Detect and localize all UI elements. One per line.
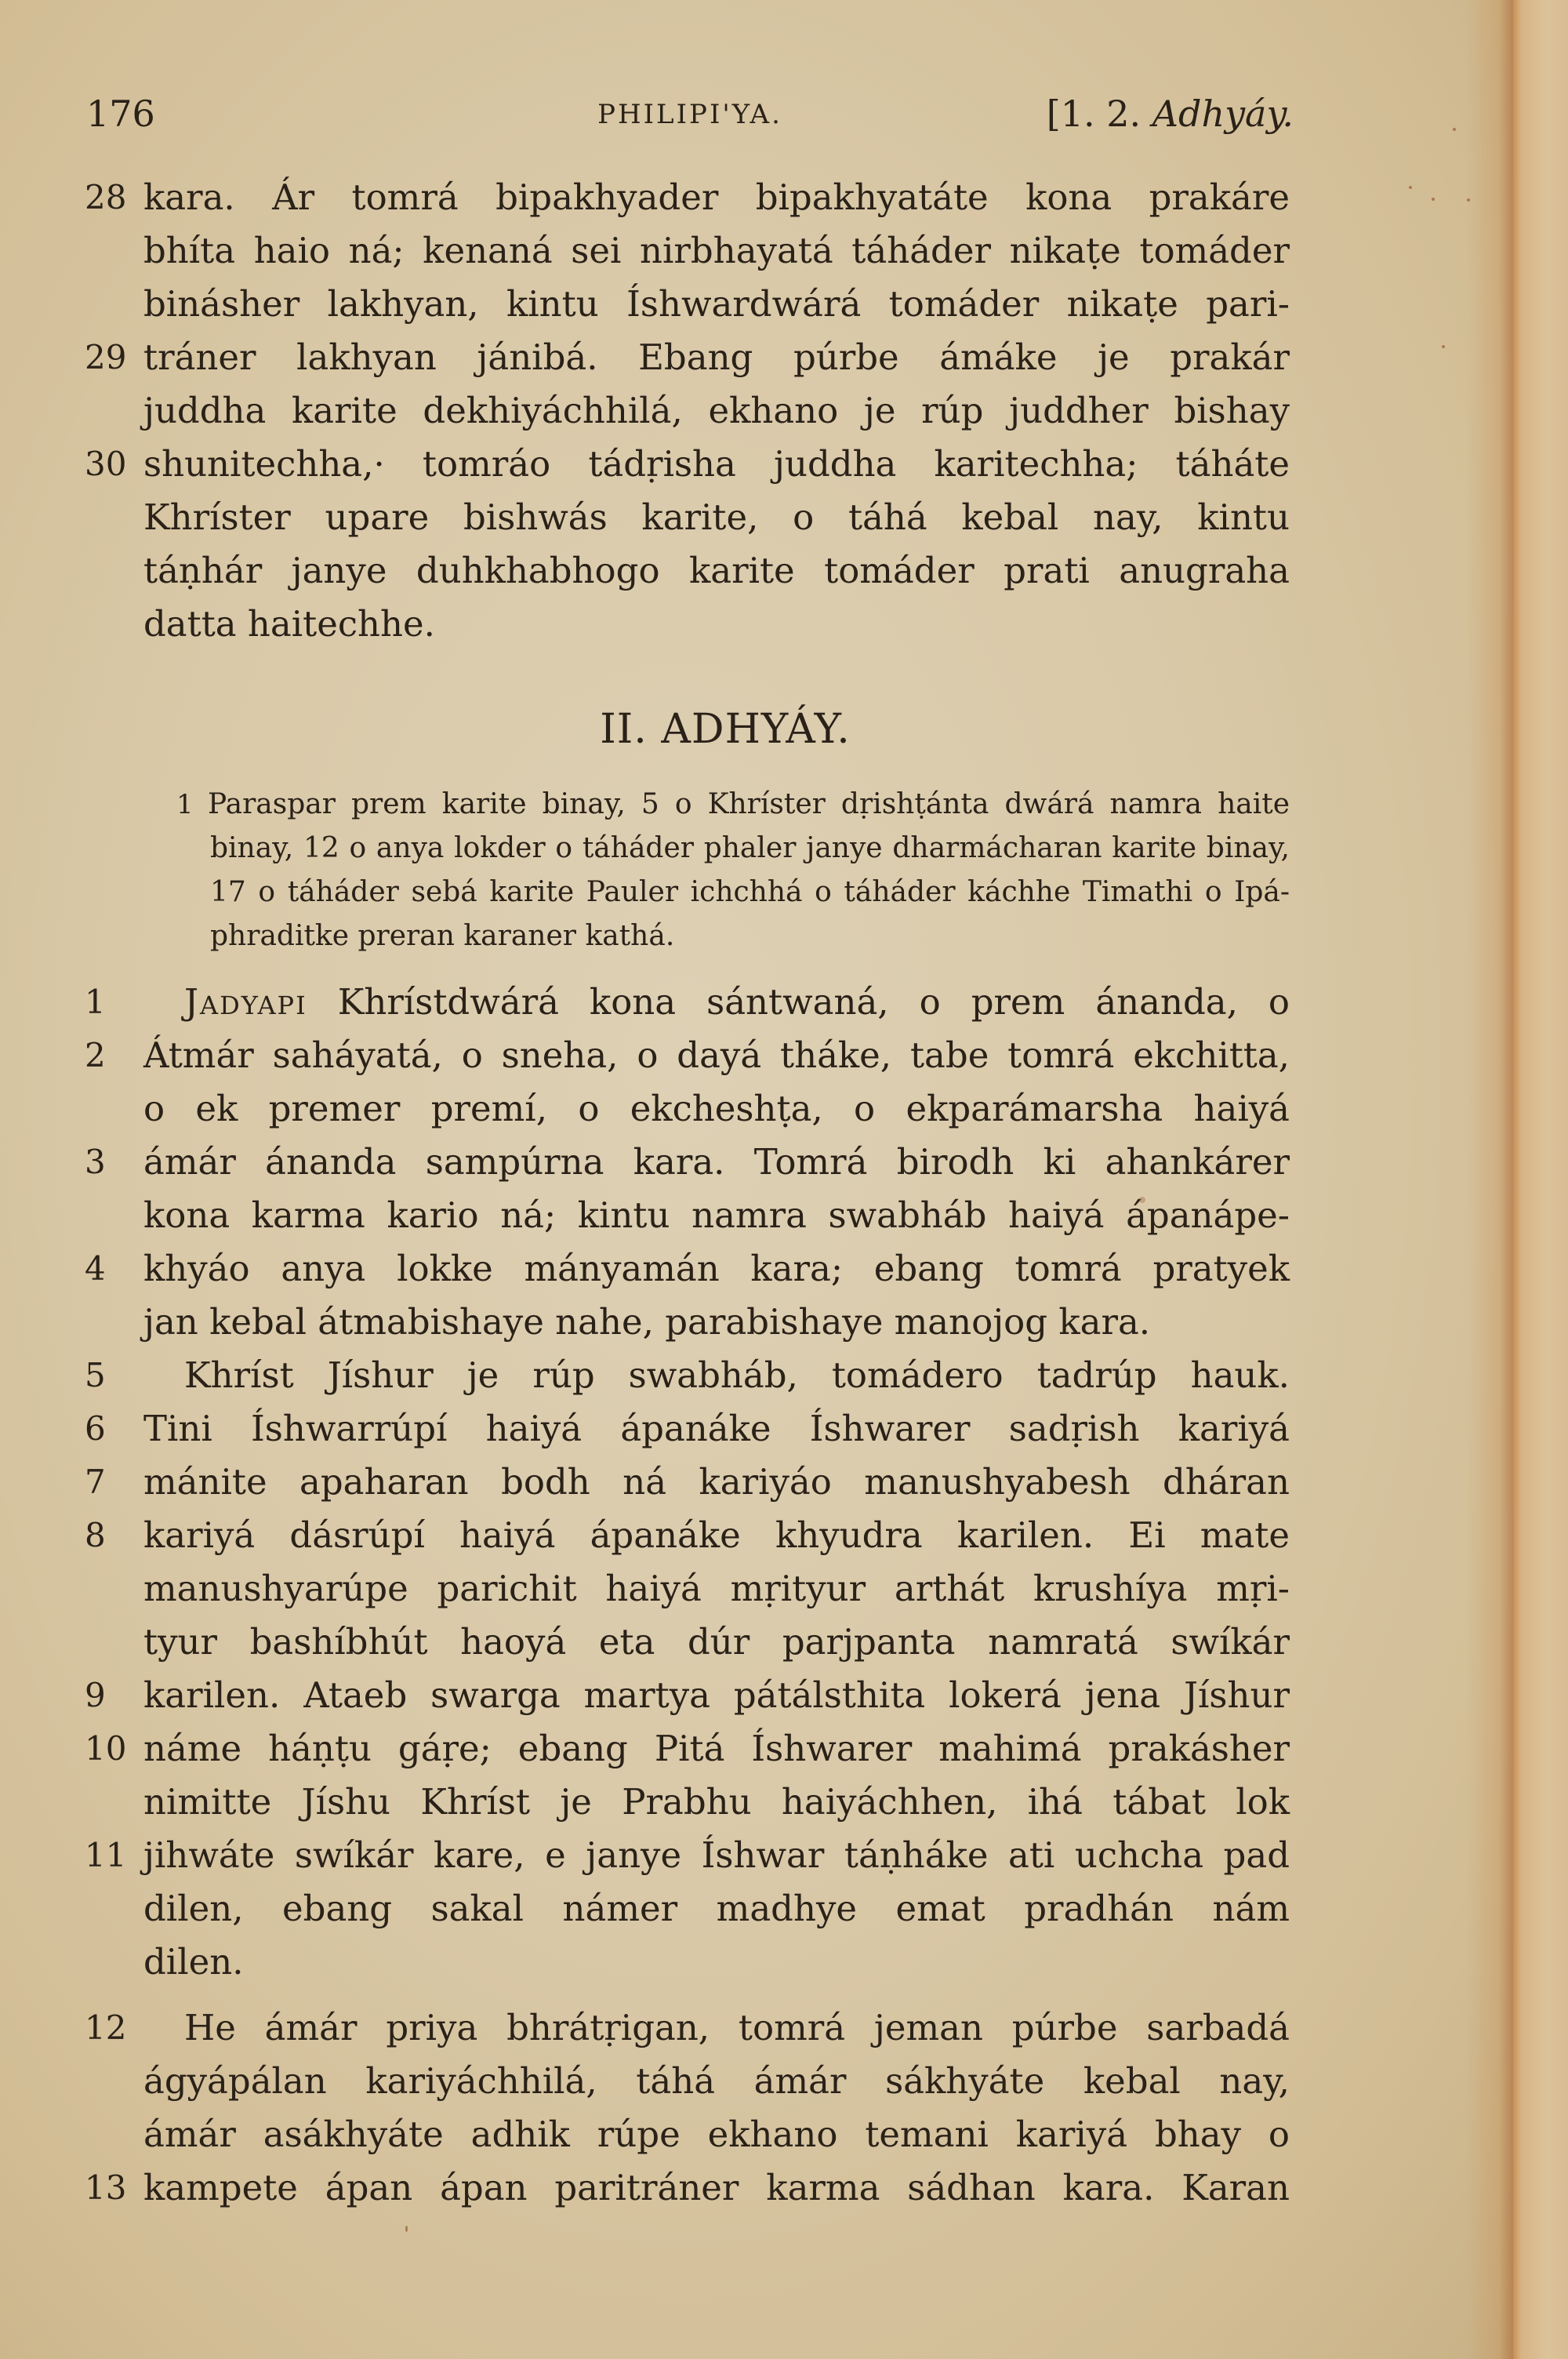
verse-number: 29 [85, 338, 127, 376]
page-number: 176 [86, 93, 155, 135]
running-head [86, 93, 1294, 140]
summary-text: Paraspar prem karite binay, 5 o Khríster dṛishṭánta dwárá namra haite [208, 788, 1290, 820]
running-title: PHILIPI'YA. [597, 99, 782, 130]
line-text: kara. Ár tomrá bipakhyader bipakhyatáte kona prakáre [143, 176, 1290, 218]
verse-number: 6 [85, 1409, 106, 1448]
verse-number: 8 [85, 1516, 106, 1554]
line-text: o ek premer premí, o ekcheshṭa, o ekparámarsha haiyá [143, 1088, 1290, 1129]
summary-number: 1 [176, 789, 194, 820]
line-text [184, 979, 1290, 1026]
text-line [0, 1299, 1294, 1346]
verse-number: 13 [85, 2168, 127, 2207]
text-line [0, 1512, 1294, 1559]
text-line [0, 547, 1294, 594]
text-line [0, 2005, 1294, 2052]
text-line [0, 1832, 1294, 1879]
verse-number: 3 [85, 1143, 106, 1181]
line-text: bhíta haio ná; kenaná sei nirbhayatá táháder nikaṭe tomáder [143, 230, 1290, 271]
text-line [0, 1725, 1294, 1772]
line-text: Átmár saháyatá, o sneha, o dayá tháke, tabe tomrá ekchitta, [143, 1034, 1290, 1076]
line-text: karilen. Ataeb swarga martya pátálsthita lokerá jena Jíshur [143, 1674, 1290, 1716]
text-line [0, 2165, 1294, 2212]
verse-number: 28 [85, 178, 127, 216]
verse-number: 30 [85, 445, 127, 483]
line-text: jan kebal átmabishaye nahe, parabishaye manojog kara. [143, 1301, 1151, 1343]
text-line [0, 979, 1294, 1026]
verse-number: 12 [85, 2008, 127, 2047]
line-text: juddha karite dekhiyáchhilá, ekhano je rúp juddher bishay [143, 390, 1290, 431]
paper-foxing-spot [1432, 198, 1435, 201]
line-text: kona karma kario ná; kintu namra swabháb haiyá ápanápe- [143, 1194, 1290, 1236]
verse-number: 5 [85, 1356, 106, 1394]
line-text: jihwáte swíkár kare, e janye Íshwar táṇháke ati uchcha pad [143, 1834, 1290, 1876]
text-line [0, 1885, 1294, 1932]
text-line [0, 1459, 1294, 1506]
text-line [0, 1139, 1294, 1186]
opening-word: Jadyapi [184, 981, 307, 1023]
text-line [0, 1779, 1294, 1826]
text-line [0, 227, 1294, 274]
line-text: ámár asákhyáte adhik rúpe ekhano temani kariyá bhay o [143, 2114, 1290, 2155]
chapter-reference-numbers: [1. 2. [1046, 93, 1142, 135]
text-line [0, 1939, 1294, 1986]
line-text: khyáo anya lokke mányamán kara; ebang tomrá pratyek [143, 1248, 1290, 1289]
line-text-rest: Khrístdwárá kona sántwaná, o prem ánanda, o [337, 981, 1290, 1023]
summary-text: binay, 12 o anya lokder o táháder phaler janye dharmácharan karite binay, [210, 832, 1290, 864]
text-line [0, 334, 1294, 381]
text-line [0, 174, 1294, 221]
text-line [0, 601, 1294, 648]
adjacent-page-edge [1513, 0, 1568, 2359]
paper-foxing-spot [1139, 1197, 1145, 1203]
text-line [0, 281, 1294, 328]
text-line [0, 2111, 1294, 2158]
summary-line [0, 871, 1301, 914]
text-line [0, 387, 1294, 434]
page-gutter-shadow [1466, 0, 1513, 2359]
verse-number: 11 [85, 1836, 127, 1874]
text-line [0, 1352, 1294, 1399]
text-line [0, 1085, 1294, 1132]
line-text: tráner lakhyan jánibá. Ebang púrbe ámáke je prakár [143, 336, 1290, 378]
line-text: dilen. [143, 1941, 244, 1983]
line-text: náme háṇṭu gáṛe; ebang Pitá Íshwarer mahimá prakásher [143, 1728, 1290, 1769]
line-text: tyur bashíbhút haoyá eta dúr parjpanta namratá swíkár [143, 1621, 1290, 1663]
text-line [0, 1619, 1294, 1666]
paper-foxing-spot [1453, 128, 1456, 131]
verse-number: 1 [85, 983, 106, 1021]
verse-number: 4 [85, 1249, 106, 1288]
line-text: kampete ápan ápan paritráner karma sádhan kara. Karan [143, 2167, 1290, 2208]
line-text: nimitte Jíshu Khríst je Prabhu haiyáchhen, ihá tábat lok [143, 1781, 1290, 1823]
chapter-reference-word: Adhyáy. [1152, 93, 1294, 135]
line-text: dilen, ebang sakal námer madhye emat pradhán nám [143, 1888, 1290, 1929]
line-text: Khríst Jíshur je rúp swabháb, tomádero tadrúp hauk. [184, 1354, 1290, 1396]
text-line [0, 1192, 1294, 1239]
text-line [0, 1245, 1294, 1292]
summary-line [0, 914, 1301, 958]
line-text: shunitechha,· tomráo tádṛisha juddha karitechha; táháte [143, 443, 1290, 485]
text-line [0, 1672, 1294, 1719]
paper-foxing-spot [405, 2226, 408, 2232]
text-line [0, 494, 1294, 541]
line-text: ágyápálan kariyáchhilá, táhá ámár sákhyáte kebal nay, [143, 2060, 1290, 2102]
text-line [0, 2058, 1294, 2105]
line-text: mánite apaharan bodh ná kariyáo manushyabesh dháran [143, 1461, 1290, 1503]
line-text: manushyarúpe parichit haiyá mṛityur arthát krushíya mṛi- [143, 1568, 1290, 1609]
line-text: ámár ánanda sampúrna kara. Tomrá birodh ki ahankárer [143, 1141, 1290, 1183]
line-text: táṇhár janye duhkhabhogo karite tomáder prati anugraha [143, 550, 1290, 591]
text-line [0, 441, 1294, 488]
paper-foxing-spot [1442, 345, 1445, 348]
summary-text: 17 o táháder sebá karite Pauler ichchhá o táháder káchhe Timathi o Ipá- [210, 876, 1290, 908]
text-line [0, 1032, 1294, 1079]
text-line [0, 1565, 1294, 1612]
line-text: datta haitechhe. [143, 603, 435, 645]
paper-foxing-spot [1467, 198, 1470, 202]
summary-text: phraditke preran karaner kathá. [210, 920, 675, 952]
line-text: Khríster upare bishwás karite, o táhá kebal nay, kintu [143, 496, 1290, 538]
line-text: binásher lakhyan, kintu Íshwardwárá tomáder nikaṭe pari- [143, 283, 1290, 325]
chapter-reference [1047, 93, 1294, 135]
verse-number: 2 [85, 1036, 106, 1074]
chapter-heading: II. ADHYÁY. [600, 706, 851, 753]
summary-line [0, 783, 1301, 827]
paper-foxing-spot [1409, 186, 1412, 189]
line-text: He ámár priya bhrátṛigan, tomrá jeman púrbe sarbadá [184, 2007, 1290, 2048]
line-text: kariyá dásrúpí haiyá ápanáke khyudra karilen. Ei mate [143, 1514, 1290, 1556]
summary-line [0, 827, 1301, 871]
verse-number: 10 [85, 1729, 127, 1768]
verse-number: 9 [85, 1676, 106, 1714]
verse-number: 7 [85, 1463, 106, 1501]
text-line [0, 1405, 1294, 1452]
line-text: Tini Íshwarrúpí haiyá ápanáke Íshwarer sadṛish kariyá [143, 1408, 1290, 1449]
